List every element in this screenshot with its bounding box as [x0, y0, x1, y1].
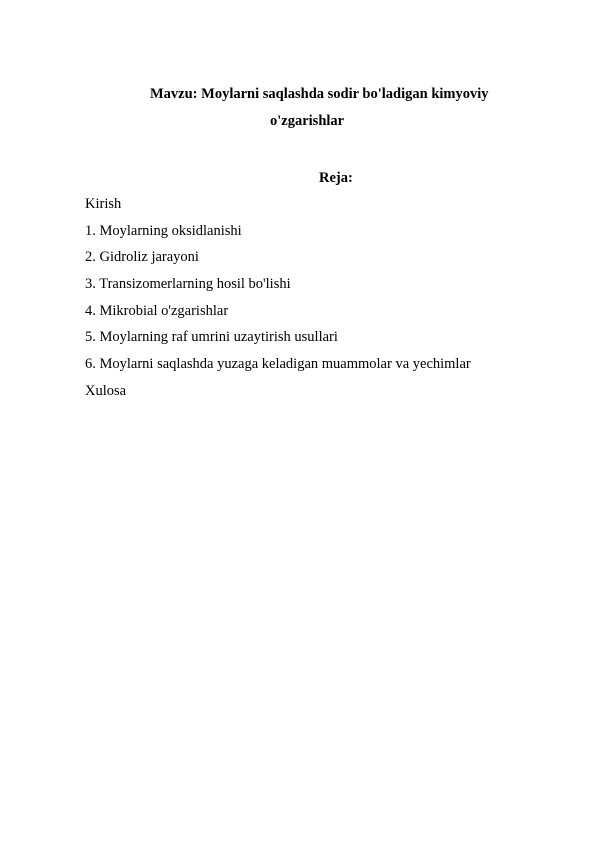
document-title-line-2: o'zgarishlar — [270, 113, 345, 129]
plan-heading: Reja: — [319, 170, 353, 186]
toc-item-conclusion: Xulosa — [85, 382, 127, 399]
toc-item-introduction: Kirish — [85, 196, 122, 212]
toc-item-5: 5. Moylarning raf umrini uzaytirish usullari — [85, 329, 338, 346]
table-of-contents — [85, 194, 471, 408]
toc-item-6: 6. Moylarni saqlashda yuzaga keladigan muammolar va yechimlar — [85, 356, 471, 373]
toc-item-4: 4. Mikrobial o'zgarishlar — [85, 302, 229, 319]
toc-item-1: 1. Moylarning oksidlanishi — [85, 222, 242, 239]
document-title-line-1: Mavzu: Moylarni saqlashda sodir bo'ladigan kimyoviy — [150, 86, 489, 102]
toc-item-2: 2. Gidroliz jarayoni — [85, 249, 199, 266]
toc-item-3: 3. Transizomerlarning hosil bo'lishi — [85, 276, 291, 293]
